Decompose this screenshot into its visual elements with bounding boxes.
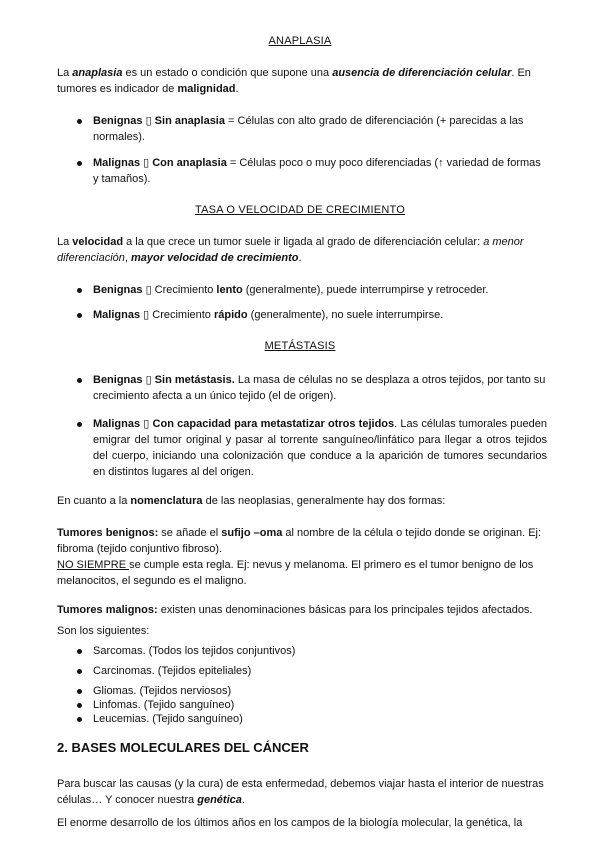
item-label: Benignas ▯ Sin anaplasia [93, 115, 225, 127]
text: . [241, 794, 245, 806]
bullet-icon [77, 703, 82, 708]
item-text: Leucemias. (Tejido sanguíneo) [93, 713, 243, 725]
term-anaplasia: anaplasia [72, 67, 123, 79]
term-no-siempre: NO SIEMPRE [57, 559, 130, 571]
term-mayor-velocidad: mayor velocidad de crecimiento [131, 252, 299, 264]
item-text: ▯ Crecimiento [142, 284, 217, 296]
item-text: ▯ Crecimiento [140, 309, 214, 321]
term-ausencia: ausencia de diferenciación celular [332, 67, 512, 79]
text: se cumple esta regla. Ej: nevus y melanoma. El primero es el tumor benigno de los melanocitos, el segundo es el maligno. [57, 559, 534, 587]
text: , [124, 252, 131, 264]
text: de las neoplasias, generalmente hay dos formas: [202, 495, 446, 507]
text: se añade el [158, 527, 222, 539]
item-label: Benignas ▯ Sin metástasis. [93, 374, 235, 386]
text: En cuanto a la [57, 495, 131, 507]
bullet-icon [77, 649, 82, 654]
term-tumores-benignos: Tumores benignos: [57, 527, 159, 539]
bullet-icon [77, 313, 82, 318]
section-title-bases-moleculares: 2. BASES MOLECULARES DEL CÁNCER [57, 740, 309, 755]
list-item-anaplasia-malignas [93, 155, 547, 187]
item-label: Benignas [93, 284, 143, 296]
item-text: = Células con alto grado de diferenciación (+ parecidas a las normales). [93, 115, 524, 143]
item-label: Malignas ▯ Con anaplasia [93, 157, 227, 169]
text: es un estado o condición que supone una [122, 67, 333, 79]
term-menor-diferenciacion: a menor diferenciación [57, 236, 524, 264]
item-emphasis: rápido [213, 309, 248, 321]
list-item-metastasis-malignas [93, 416, 547, 480]
paragraph-son-los-siguientes: Son los siguientes: [57, 625, 150, 637]
item-text: (generalmente), no suele interrumpirse. [247, 309, 444, 321]
item-text: Carcinomas. (Tejidos epiteliales) [93, 665, 252, 677]
item-label: Malignas ▯ Con capacidad para metastatizar otros tejidos [93, 418, 395, 430]
text: Para buscar las causas (y la cura) de esta enfermedad, debemos viajar hasta el interior de nuestras células… Y conocer nuestra [57, 778, 544, 806]
list-item-metastasis-benignas [93, 372, 547, 404]
item-label: Malignas [93, 309, 141, 321]
bullet-icon [77, 119, 82, 124]
paragraph-tumores-benignos [57, 525, 547, 557]
text: . [298, 252, 302, 264]
bullet-icon [77, 378, 82, 383]
item-emphasis: lento [216, 284, 243, 296]
bullet-icon [77, 422, 82, 427]
text: La [57, 67, 73, 79]
item-text: Sarcomas. (Todos los tejidos conjuntivos) [93, 645, 296, 657]
bullet-icon [77, 288, 82, 293]
term-tumores-malignos: Tumores malignos: [57, 604, 158, 616]
list-item-anaplasia-benignas [93, 113, 547, 145]
term-genetica: genética [197, 794, 242, 806]
paragraph-velocidad [57, 234, 547, 266]
item-text: La masa de células no se desplaza a otros tejidos, por tanto su crecimiento afecta a un único tejido (el de origen). [93, 374, 546, 402]
bullet-icon [77, 161, 82, 166]
heading-tasa-crecimiento: TASA O VELOCIDAD DE CRECIMIENTO [195, 204, 405, 216]
bullet-icon [77, 669, 82, 674]
item-text: (generalmente), puede interrumpirse y retroceder. [242, 284, 489, 296]
list-item-leucemias [93, 711, 547, 727]
paragraph-anaplasia [57, 65, 547, 97]
item-text: Linfomas. (Tejido sanguíneo) [93, 699, 235, 711]
list-item-tasa-malignas [93, 307, 547, 323]
bullet-icon [77, 689, 82, 694]
text: a la que crece un tumor suele ir ligada al grado de diferenciación celular: [123, 236, 484, 248]
bullet-icon [77, 717, 82, 722]
item-text: Gliomas. (Tejidos nerviosos) [93, 685, 232, 697]
item-text: . Las células tumorales pueden emigrar del tumor original y pasar al torrente sanguíneo/linfático para llegar a otros tejidos del cuerpo, iniciando una colonización que conduce a la aparición de tumores secundarios en distintos lugares al del origen. [93, 418, 548, 478]
term-nomenclatura: nomenclatura [130, 495, 203, 507]
paragraph-no-siempre [57, 557, 547, 589]
heading-metastasis: METÁSTASIS [264, 340, 336, 352]
term-malignidad: malignidad [177, 83, 236, 95]
heading-anaplasia: ANAPLASIA [268, 35, 332, 47]
paragraph-enorme-desarrollo: El enorme desarrollo de los últimos años en los campos de la biología molecular, la genética, la [57, 817, 523, 829]
list-item-tasa-benignas [93, 282, 547, 298]
list-item-sarcomas [93, 643, 547, 659]
paragraph-causas [57, 776, 547, 808]
item-text: = Células poco o muy poco diferenciadas (↑ variedad de formas y tamaños). [93, 157, 541, 185]
term-velocidad: velocidad [72, 236, 124, 248]
text: existen unas denominaciones básicas para los principales tejidos afectados. [157, 604, 533, 616]
paragraph-tumores-malignos [57, 602, 547, 618]
term-sufijo-oma: sufijo –oma [221, 527, 283, 539]
list-item-carcinomas [93, 663, 547, 679]
text: al nombre de la célula o tejido donde se originan. Ej: fibroma (tejido conjuntivo fibroso). [57, 527, 542, 555]
text: La [57, 236, 73, 248]
text: . En tumores es indicador de [57, 67, 531, 95]
text: . [235, 83, 239, 95]
paragraph-nomenclatura [57, 493, 547, 509]
